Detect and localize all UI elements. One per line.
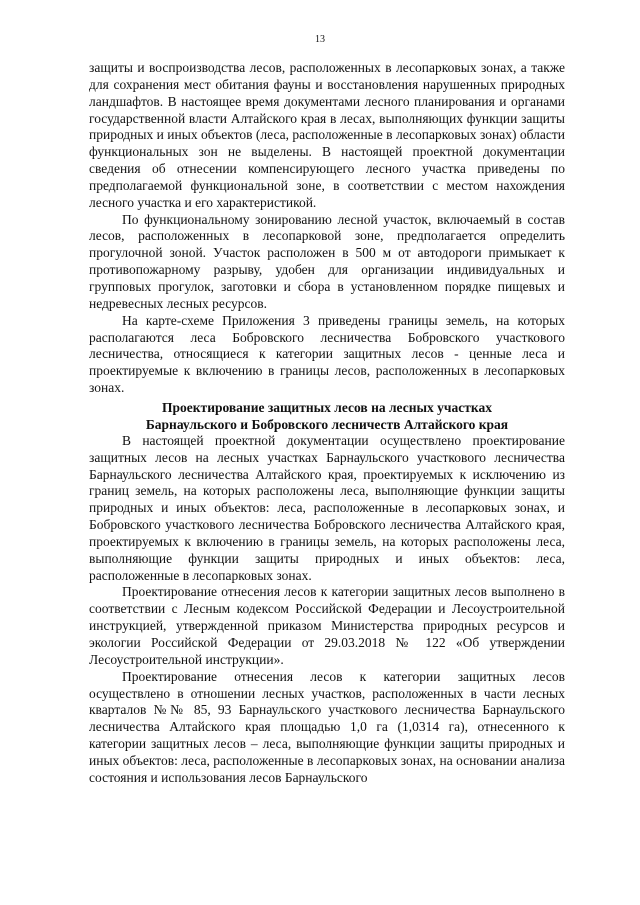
paragraph-land-plots: Проектирование отнесения лесов к категории защитных лесов осуществлено в отношении лесных участков, расположенных в части лесных кварталов №№ 85, 93 Барнаульского участкового лесничества Барнаульского лесничества Алтайского края площадью 1,0 га (1,0314 га), отнесенного к категории защитных лесов – леса, выполняющие функции защиты природных и иных объектов: леса, расположенные в лесопарковых зонах, на основании анализа состояния и использования лесов Барнаульского <box>89 668 565 785</box>
paragraph-legal-basis: Проектирование отнесения лесов к категории защитных лесов выполнено в соответствии с Лесным кодексом Российской Федерации и Лесоустроительной инструкцией, утвержденной приказом Министерства природных ресурсов и экологии Российской Федерации от 29.03.2018 № 122 «Об утверждении Лесоустроительной инструкции». <box>89 584 565 667</box>
paragraph-map-scheme: На карте-схеме Приложения 3 приведены границы земель, на которых располагаются леса Бобровского лесничества Бобровского участкового лесничества, относящиеся к категории защитных лесов - ценные леса и проектируемые к включению в границы лесов, расположенных в лесопарковых зонах. <box>89 312 565 396</box>
section-heading-line-2: Барнаульского и Бобровского лесничеств Алтайского края <box>145 416 509 432</box>
page-number: 13 <box>315 34 325 45</box>
paragraph-project-documentation: В настоящей проектной документации осуществлено проектирование защитных лесов на лесных участках Барнаульского участкового лесничества Барнаульского лесничества Алтайского края, проектируемых к исключению из границ земель, на которых расположены леса, выполняющие функции защиты природных и иных объектов: леса, расположенные в лесопарковых зонах, и Бобровского участкового лесничества Бобровского лесничества Алтайского края, проектируемых к включению в границы земель, на которых расположены леса, выполняющие функции защиты природных и иных объектов: леса, расположенные в лесопарковых зонах. <box>89 432 565 583</box>
document-body <box>89 60 565 787</box>
section-heading-line-1: Проектирование защитных лесов на лесных участках <box>162 399 492 415</box>
section-heading <box>89 399 565 433</box>
paragraph-continuation: защиты и воспроизводства лесов, расположенных в лесопарковых зонах, а также для сохранения мест обитания фауны и восстановления нарушенных природных ландшафтов. В настоящее время документами лесного планирования и органами государственной власти Алтайского края в лесах, выполняющих функции защиты природных и иных объектов (леса, расположенные в лесопарковых зонах) области функциональных зон не выделены. В настоящей проектной документации сведения об отнесении компенсирующего лесного участка приведены по предполагаемой функциональной зоне, в соответствии с местом нахождения лесного участка и его характеристикой. <box>89 60 565 210</box>
paragraph-functional-zoning: По функциональному зонированию лесной участок, включаемый в состав лесов, расположенных в лесопарковой зоне, предполагается определить прогулочной зоной. Участок расположен в 500 м от автодороги примыкает к противопожарному разрыву, удобен для организации индивидуальных и групповых прогулок, заготовки и сбора в установленном порядке пищевых и недревесных лесных ресурсов. <box>89 211 565 311</box>
